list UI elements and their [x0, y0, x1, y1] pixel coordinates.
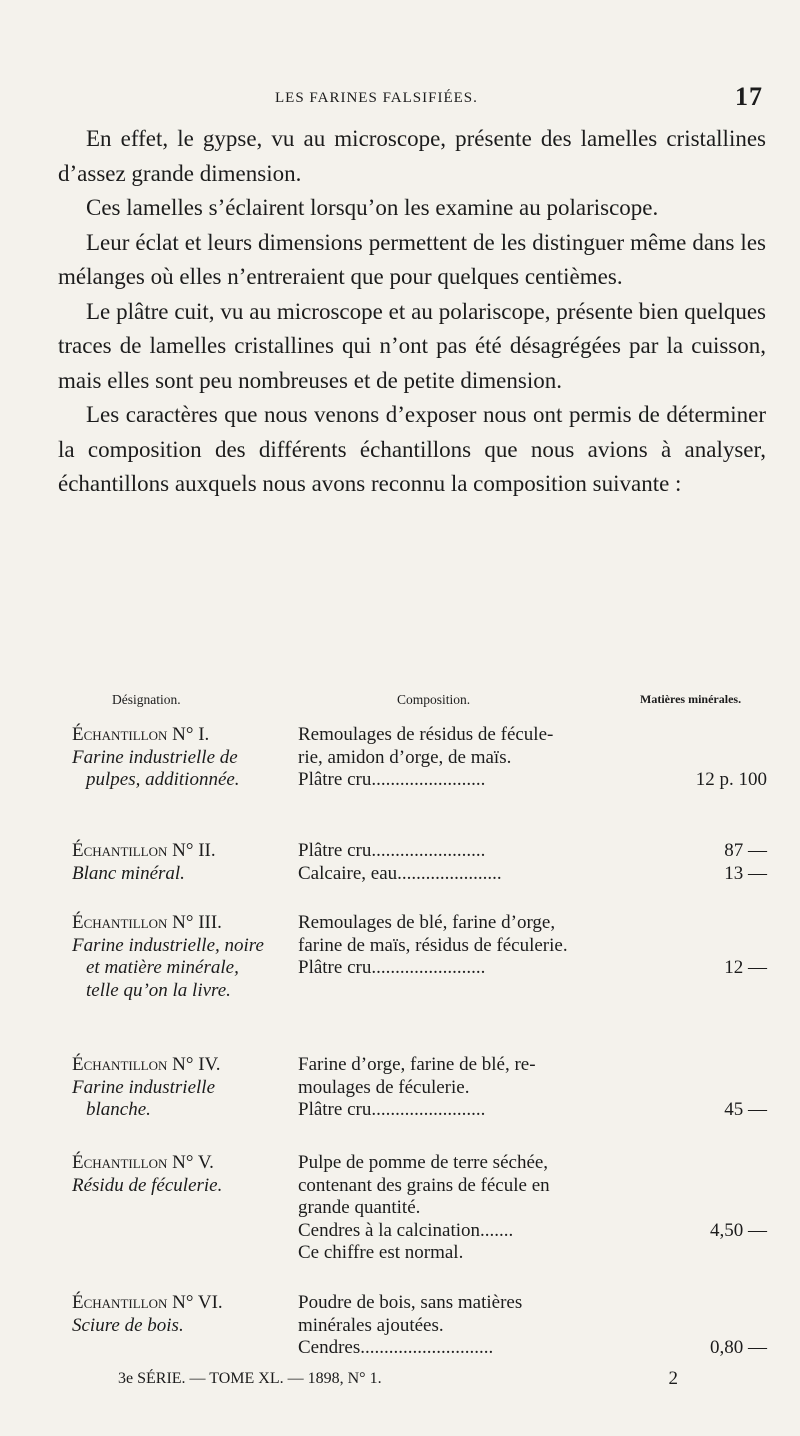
signature-mark: 2 — [668, 1368, 678, 1389]
composition-line: grande quantité. — [298, 1197, 421, 1218]
mineral-values — [662, 1292, 767, 1360]
mineral-values — [662, 724, 767, 792]
composition-line: Remoulages de blé, farine d’orge, — [298, 912, 556, 933]
composition-line: rie, amidon d’orge, de maïs. — [298, 746, 512, 768]
mineral-value — [662, 912, 767, 935]
composition — [298, 1054, 688, 1122]
composition-line: Ce chiffre est normal. — [298, 1242, 464, 1263]
mineral-value — [662, 1054, 767, 1077]
paragraph: Leur éclat et leurs dimensions permettent de les distinguer même dans les mélanges où elles n’entreraient que pour quelques centièmes. — [58, 229, 766, 289]
mineral-value — [662, 935, 767, 958]
designation — [72, 724, 272, 792]
composition-line: farine de maïs, résidus de féculerie. — [298, 934, 568, 956]
mineral-value: 45 — — [724, 1099, 767, 1120]
composition-line: Plâtre cru........................ — [298, 840, 486, 861]
composition-line: Calcaire, eau...................... — [298, 862, 502, 884]
designation — [72, 912, 272, 1002]
composition — [298, 724, 688, 792]
designation — [72, 1152, 272, 1197]
mineral-value: 0,80 — — [710, 1337, 767, 1358]
composition-line: Poudre de bois, sans matières — [298, 1292, 523, 1313]
composition-line: minérales ajoutées. — [298, 1314, 444, 1336]
sample-description: Blanc minéral. — [72, 862, 185, 884]
footer — [118, 1370, 678, 1388]
paragraph: Les caractères que nous venons d’exposer nous ont permis de déterminer la composition des différents échantillons que nous avions à analyser, échantillons auxquels nous avons reconnu la composition suivante : — [58, 402, 766, 496]
running-title: LES FARINES FALSIFIÉES. — [275, 90, 478, 106]
designation — [72, 840, 272, 885]
mineral-values — [662, 912, 767, 980]
header-composition: Composition. — [397, 692, 471, 707]
mineral-values — [662, 840, 767, 885]
mineral-values — [662, 1054, 767, 1122]
sample-id: Échantillon N° III. — [72, 912, 222, 933]
mineral-value — [662, 747, 767, 770]
mineral-value — [662, 1077, 767, 1100]
sample-id: Échantillon N° V. — [72, 1152, 214, 1173]
sample-description: Résidu de féculerie. — [72, 1174, 223, 1196]
sample-description: Farine industrielle blanche. — [72, 1076, 216, 1120]
composition-line: Remoulages de résidus de fécule- — [298, 724, 554, 745]
sample-id: Échantillon N° I. — [72, 724, 210, 745]
designation — [72, 1292, 272, 1337]
mineral-value — [662, 1242, 767, 1265]
sample-description: Farine industrielle, noire et matière minérale, telle qu’on la livre. — [72, 934, 264, 1001]
sample-id: Échantillon N° IV. — [72, 1054, 221, 1075]
mineral-value: 12 p. 100 — [695, 769, 767, 790]
mineral-value — [662, 1197, 767, 1220]
mineral-value — [662, 1292, 767, 1315]
sample-description: Sciure de bois. — [72, 1314, 184, 1336]
composition-line: Cendres............................ — [298, 1337, 494, 1358]
mineral-value — [662, 724, 767, 747]
composition-line: contenant des grains de fécule en — [298, 1174, 550, 1196]
body-text — [58, 122, 766, 502]
mineral-value: 4,50 — — [710, 1219, 767, 1241]
series-info: 3e SÉRIE. — TOME XL. — 1898, N° 1. — [118, 1370, 382, 1387]
mineral-value — [662, 1152, 767, 1175]
running-header — [60, 82, 765, 112]
designation — [72, 1054, 272, 1122]
mineral-value — [662, 1315, 767, 1338]
header-designation: Désignation. — [112, 692, 181, 707]
mineral-value: 13 — — [724, 862, 767, 884]
composition-line: Plâtre cru........................ — [298, 957, 486, 978]
paragraph: En effet, le gypse, vu au microscope, présente des lamelles cristallines d’assez grande dimension. — [58, 126, 766, 186]
mineral-value: 87 — — [724, 840, 767, 861]
composition — [298, 1152, 688, 1265]
mineral-value: 12 — — [724, 957, 767, 978]
mineral-value — [662, 1175, 767, 1198]
composition-line: Plâtre cru........................ — [298, 1099, 486, 1120]
composition-line: Pulpe de pomme de terre séchée, — [298, 1152, 549, 1173]
composition — [298, 840, 688, 885]
composition-line: Farine d’orge, farine de blé, re- — [298, 1054, 536, 1075]
paragraph: Ces lamelles s’éclairent lorsqu’on les examine au polariscope. — [86, 195, 659, 220]
mineral-values — [662, 1152, 767, 1265]
composition-line: moulages de féculerie. — [298, 1076, 470, 1098]
composition — [298, 1292, 688, 1360]
sample-id: Échantillon N° VI. — [72, 1292, 223, 1313]
sample-description: Farine industrielle de pulpes, additionnée. — [72, 746, 240, 790]
paragraph: Le plâtre cuit, vu au microscope et au polariscope, présente bien quelques traces de lamelles cristallines qui n’ont pas été désagrégées par la cuisson, mais elles sont peu nombreuses et de petite dimension. — [58, 298, 766, 393]
composition — [298, 912, 688, 980]
composition-line: Cendres à la calcination....... — [298, 1219, 514, 1241]
page-number: 17 — [735, 82, 763, 111]
sample-id: Échantillon N° II. — [72, 840, 216, 861]
composition-line: Plâtre cru........................ — [298, 769, 486, 790]
header-minerals: Matières minérales. — [640, 692, 742, 706]
